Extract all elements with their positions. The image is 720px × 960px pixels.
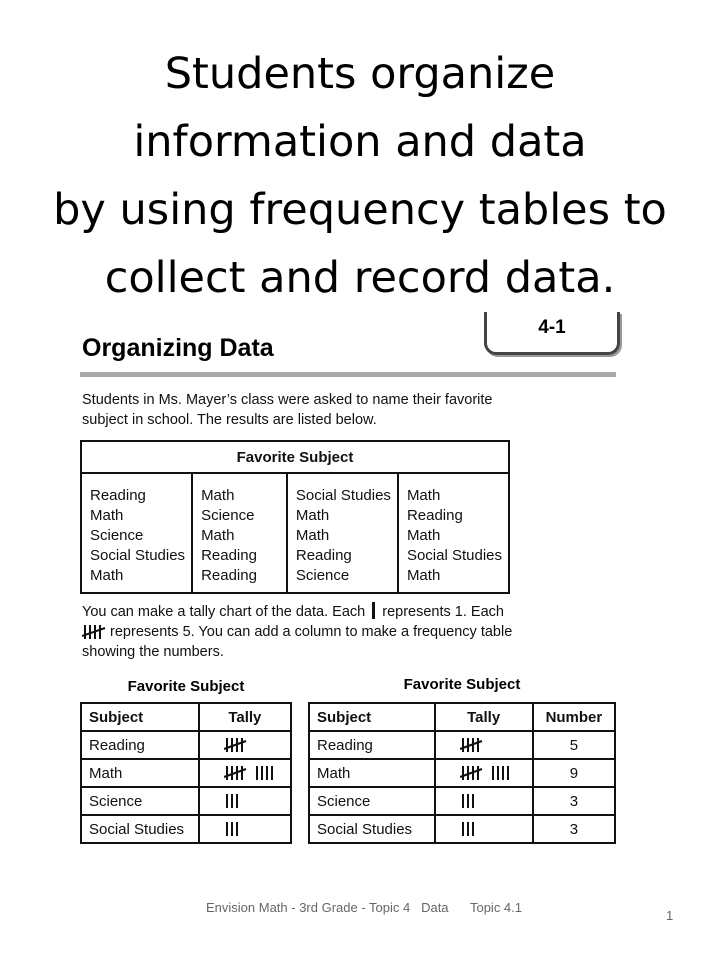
raw-table-entry: Math [201, 527, 235, 544]
number-cell: 5 [533, 731, 615, 759]
title-line-3: by using frequency tables to [53, 185, 667, 235]
raw-table-entry: Math [406, 527, 441, 544]
tally-marks-icon [224, 764, 278, 782]
raw-table-entry: Reading [406, 507, 463, 524]
page-number: 1 [666, 908, 674, 923]
table-row [309, 759, 615, 787]
raw-table-entry: Science [201, 507, 255, 524]
table-row [81, 787, 291, 815]
favorite-subject-raw-table [80, 440, 510, 594]
number-cell: 3 [533, 787, 615, 815]
tally-cell [435, 759, 533, 787]
explanation-part-2: represents 1. Each [382, 604, 504, 620]
heading-rule [80, 372, 616, 377]
tally-marks-icon [224, 792, 243, 810]
frequency-table-caption: Favorite Subject [403, 676, 521, 693]
table-row [309, 731, 615, 759]
slide-title [0, 40, 720, 312]
subject-cell: Social Studies [309, 815, 435, 843]
tally-marks-icon [224, 736, 258, 754]
frequency-table-header-tally: Tally [435, 703, 533, 731]
subject-cell: Reading [81, 731, 199, 759]
subject-cell: Reading [309, 731, 435, 759]
raw-table-column [81, 473, 192, 593]
tally-marks-icon [460, 764, 514, 782]
frequency-table-header-number: Number [533, 703, 615, 731]
explanation-part-1: You can make a tally chart of the data. Each [82, 604, 366, 620]
raw-table-entry: Science [90, 527, 144, 544]
tally-cell [199, 815, 291, 843]
tally-marks-icon [460, 736, 494, 754]
raw-table-entry: Math [295, 507, 330, 524]
subject-cell: Science [81, 787, 199, 815]
raw-table-column [287, 473, 398, 593]
title-line-1: Students organize [164, 49, 556, 99]
raw-table-caption: Favorite Subject [81, 441, 509, 473]
tally-cell [435, 787, 533, 815]
table-row [81, 731, 291, 759]
raw-table-entry: Reading [90, 487, 146, 504]
tally-cell [435, 815, 533, 843]
five-tally-mark-icon [82, 624, 106, 640]
footer-text: Envision Math - 3rd Grade - Topic 4 Data Topic 4.1 [206, 900, 523, 915]
number-cell: 9 [533, 759, 615, 787]
table-row [81, 815, 291, 843]
number-cell: 3 [533, 815, 615, 843]
raw-table-entry: Reading [201, 567, 257, 584]
worksheet-image [80, 312, 620, 860]
subject-cell: Science [309, 787, 435, 815]
tally-chart-header-tally: Tally [199, 703, 291, 731]
tally-chart [80, 702, 292, 844]
raw-table-entry: Science [295, 567, 350, 584]
raw-table-entry: Social Studies [295, 487, 391, 504]
subject-cell: Social Studies [81, 815, 199, 843]
raw-table-entry: Math [201, 487, 235, 504]
explanation-paragraph [82, 602, 542, 662]
raw-table-entry: Math [406, 487, 441, 504]
tally-marks-icon [224, 820, 243, 838]
title-line-2: information and data [133, 117, 587, 167]
title-line-4: collect and record data. [104, 253, 616, 303]
raw-table-entry: Math [406, 567, 441, 584]
raw-table-entry: Math [90, 507, 124, 524]
intro-paragraph: Students in Ms. Mayer’s class were asked to name their favorite subject in school. The results are listed below. [82, 392, 493, 428]
table-row [309, 787, 615, 815]
tally-cell [199, 759, 291, 787]
tally-cell [435, 731, 533, 759]
raw-table-row [81, 473, 509, 593]
raw-table-column [398, 473, 509, 593]
single-tally-mark-icon [372, 602, 375, 619]
tally-chart-header-subject: Subject [81, 703, 199, 731]
tally-cell [199, 731, 291, 759]
raw-table-column [192, 473, 287, 593]
table-row [81, 759, 291, 787]
raw-table-entry: Math [295, 527, 330, 544]
raw-table-entry: Reading [201, 547, 257, 564]
tally-chart-caption: Favorite Subject [127, 678, 245, 695]
table-row [309, 815, 615, 843]
lesson-label: 4-1 [484, 312, 620, 355]
frequency-table-header-subject: Subject [309, 703, 435, 731]
tally-cell [199, 787, 291, 815]
raw-table-entry: Reading [295, 547, 352, 564]
raw-table-entry: Social Studies [90, 547, 186, 564]
subject-cell: Math [81, 759, 199, 787]
tally-marks-icon [460, 792, 479, 810]
explanation-part-3: represents 5. You can add a column to make a frequency table showing the numbers. [82, 624, 513, 660]
raw-table-entry: Social Studies [406, 547, 502, 564]
tally-marks-icon [460, 820, 479, 838]
raw-table-entry: Math [90, 567, 124, 584]
frequency-table [308, 702, 616, 844]
subject-cell: Math [309, 759, 435, 787]
worksheet-heading: Organizing Data [82, 334, 274, 362]
